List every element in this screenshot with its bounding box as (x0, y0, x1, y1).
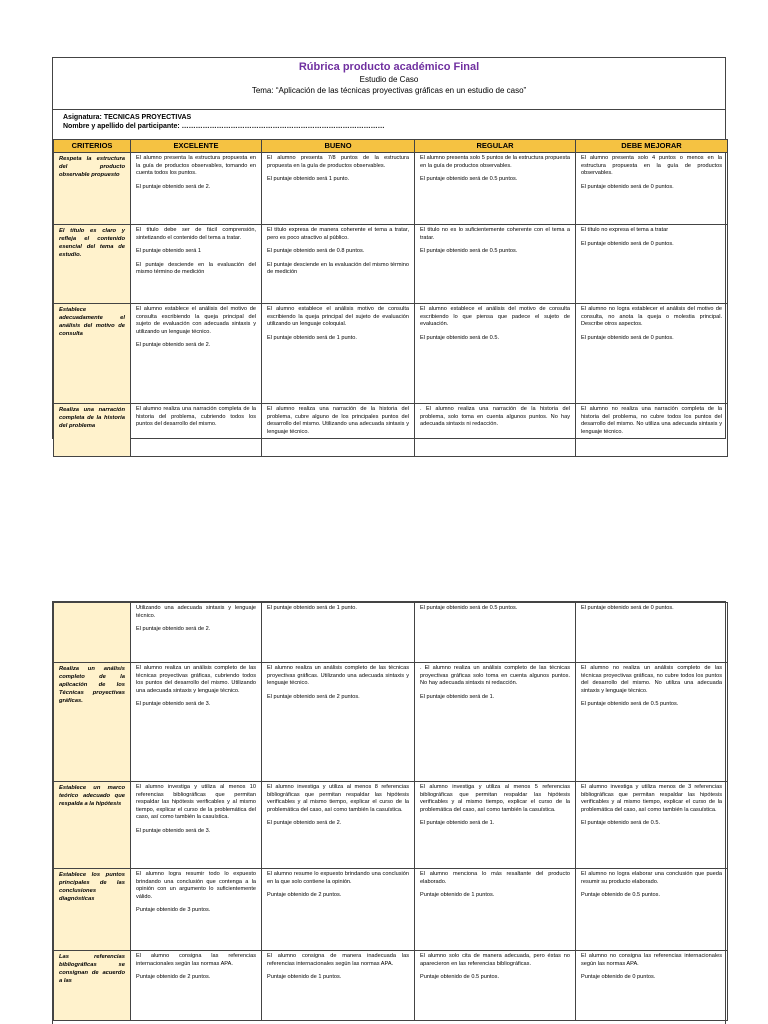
cell-text: El puntaje obtenido será de 0.5 puntos. (420, 248, 518, 255)
cell-text: El puntaje obtenido será de 1 punto. (267, 605, 357, 611)
cell-text: . El alumno realiza una narración de la historia del problema, solo toma en cuenta algunos puntos. No hay adecuada sintaxis ni redacción. (420, 406, 570, 428)
participant-name-field: Nombre y apellido del participante: …………………………………………………………………………… (63, 123, 385, 130)
rubric-cell-bueno (262, 404, 415, 457)
rubric-cell-bueno (262, 782, 415, 869)
criterion-cell: Establece adecuadamente el análisis del motivo de consulta (54, 304, 131, 404)
rubric-cell-mejorar (576, 304, 728, 404)
rubric-cell-mejorar (576, 663, 728, 782)
cell-text: El alumno realiza un análisis completo de las técnicas proyectivas gráficas, cubriendo todos los puntos del desarrollo del mismo. Utilizando una adecuada sintaxis y lenguaje técnico. (136, 665, 256, 694)
cell-text: Puntaje obtenido de 0 puntos. (581, 974, 656, 981)
column-header-bueno: BUENO (262, 140, 415, 153)
rubric-row (54, 404, 728, 457)
rubric-cell-bueno (262, 225, 415, 304)
rubric-cell-mejorar (576, 225, 728, 304)
rubric-cell-excelente (131, 404, 262, 457)
cell-text: El puntaje obtenido será de 0 puntos. (581, 334, 674, 341)
rubric-cell-excelente (131, 782, 262, 869)
cell-text: El alumno no realiza una narración completa de la historia del problema, no cubre todos los puntos del desarrollo del mismo. No utiliza una adecuada sintaxis y lenguaje técnico. (581, 406, 722, 435)
rubric-cell-regular (415, 663, 576, 782)
cell-text: El puntaje obtenido será de 3. (136, 701, 211, 708)
cell-text: El alumno consigna de manera inadecuada las referencias internacionales según las normas APA. (267, 953, 409, 967)
cell-text: El puntaje obtenido será de 2 puntos. (267, 693, 360, 700)
rubric-title: Rúbrica producto académico Final (298, 61, 480, 73)
column-header-excelente: EXCELENTE (131, 140, 262, 153)
cell-text: El alumno solo cita de manera adecuada, pero éstas no aparecieron en las referencias bibliográficas. (420, 953, 570, 967)
criterion-cell: El título es claro y refleja el contenido esencial del tema de estudio. (54, 225, 131, 304)
criterion-cell: Establece un marco teórico adecuado que respalda a la hipótesis (54, 782, 131, 869)
cell-text: El alumno establece el análisis del motivo de consulta escribiendo la queja principal del sujeto de evaluación con adecuada sintaxis y utilizando un lenguaje técnico. (136, 306, 256, 335)
cell-text: El puntaje obtenido será de 2. (136, 626, 211, 633)
criterion-cell: Realiza una narración completa de la historia del problema (54, 404, 131, 457)
rubric-body (54, 153, 728, 457)
cell-text: El alumno presenta solo 5 puntos de la estructura propuesta en la guía de productos observables. (420, 155, 570, 169)
rubric-cell-mejorar (576, 153, 728, 225)
cell-text: El puntaje desciende en la evaluación del mismo término de medición (267, 261, 409, 276)
cell-text: El alumno investiga y utiliza menos de 3 referencias bibliográficas que permitan respaldar las hipótesis verificables y al mismo tiempo, explicar el curso de la problemática del caso, así como también la casuística. (581, 784, 722, 813)
rubric-cell-mejorar (576, 404, 728, 457)
cell-text: El título expresa de manera coherente el tema a tratar, pero es poco atractivo al público. (267, 227, 409, 241)
cell-text: El alumno presenta la estructura propuesta en la guía de productos observables, tomando en cuenta todos los puntos. (136, 155, 256, 177)
cell-text: El puntaje desciende en la evaluación del mismo término de medición (136, 261, 256, 276)
cell-text: El título no es lo suficientemente coherente con el tema a tratar. (420, 227, 570, 241)
rubric-table-continued (53, 602, 728, 1021)
rubric-cell-regular (415, 603, 576, 663)
cell-text: El puntaje obtenido será 1 punto. (267, 176, 350, 183)
cell-text: El alumno establece el análisis del motivo de consulta escribiendo lo que piensa que padece el sujeto de evaluación. (420, 306, 570, 328)
rubric-cell-excelente (131, 951, 262, 1021)
cell-text: El puntaje obtenido será de 0 puntos. (581, 183, 674, 190)
cell-text: Puntaje obtenido de 1 puntos. (267, 974, 342, 981)
cell-text: Puntaje obtenido de 2 puntos. (136, 974, 211, 981)
cell-text: El puntaje obtenido será de 0 puntos. (581, 605, 674, 611)
cell-text: . El alumno realiza un análisis completo de las técnicas proyectivas gráficas solo toma en cuenta algunos puntos. No hay adecuada sintaxis ni redacción. (420, 665, 570, 687)
cell-text: El alumno presenta 7/8 puntos de la estructura propuesta en la guía de productos observables. (267, 155, 409, 169)
subject-label: Asignatura: TECNICAS PROYECTIVAS (63, 114, 192, 121)
cell-text: El alumno presenta solo 4 puntos o menos en la estructura propuesta en la guía de productos observables. (581, 155, 722, 177)
cell-text: El alumno resume lo expuesto brindando una conclusión en la que solo contiene la opinión. (267, 871, 409, 885)
rubric-cell-excelente (131, 304, 262, 404)
rubric-cell-excelente (131, 663, 262, 782)
cell-text: El puntaje obtenido será de 0.5 puntos. (420, 176, 518, 183)
rubric-page-1 (52, 57, 726, 439)
column-header-criterios: CRITERIOS (54, 140, 131, 153)
rubric-row (54, 869, 728, 951)
cell-text: El alumno investiga y utiliza al menos 8 referencias bibliográficas que permitan respaldar las hipótesis verificables y al mismo tiempo, explicar el curso de la problemática del caso, así como también la casuística. (267, 784, 409, 813)
rubric-cell-bueno (262, 663, 415, 782)
cell-text: El puntaje obtenido será de 0.5 puntos. (420, 605, 518, 611)
cell-text: El alumno investiga y utiliza al menos 10 referencias bibliográficas que permitan respaldar las hipótesis verificables y al mismo tiempo, explicar el curso de la problemática del caso, así como también la casuística. (136, 784, 256, 821)
cell-text: El puntaje obtenido será de 0.5 puntos. (581, 701, 679, 708)
cell-text: El alumno menciona lo más resaltante del producto elaborado. (420, 871, 570, 885)
rubric-cell-regular (415, 951, 576, 1021)
cell-text: El título no expresa el tema a tratar (581, 227, 669, 233)
cell-text: El puntaje obtenido será de 2. (136, 342, 211, 349)
rubric-cell-excelente (131, 225, 262, 304)
rubric-cell-mejorar (576, 869, 728, 951)
rubric-cell-mejorar (576, 782, 728, 869)
cell-text: El puntaje obtenido será de 0 puntos. (581, 240, 674, 247)
cell-text: El puntaje obtenido será 1 (136, 248, 201, 255)
cell-text: El puntaje obtenido será de 2. (136, 183, 211, 190)
rubric-cell-excelente (131, 153, 262, 225)
column-header-debe-mejorar: DEBE MEJORAR (576, 140, 728, 153)
cell-text: Puntaje obtenido de 0.5 puntos. (581, 892, 660, 899)
criterion-cell (54, 603, 131, 663)
rubric-cell-excelente (131, 869, 262, 951)
rubric-page-2 (52, 601, 726, 1024)
cell-text: El puntaje obtenido será de 1. (420, 820, 495, 827)
rubric-row (54, 153, 728, 225)
rubric-header-row (54, 140, 728, 153)
cell-text: El alumno logra resumir todo lo expuesto brindando una conclusión que contenga a la opinión con un argumento lo suficientemente válido. (136, 871, 256, 900)
rubric-cell-regular (415, 782, 576, 869)
rubric-row (54, 603, 728, 663)
criterion-cell: Realiza un análisis completo de la aplicación de los Técnicas proyectivas gráficas. (54, 663, 131, 782)
rubric-subtitle: Estudio de Caso (359, 75, 419, 84)
cell-text: El alumno realiza una narración completa de la historia del problema, cubriendo todos los puntos del desarrollo del mismo. (136, 406, 256, 428)
cell-text: El alumno realiza una narración de la historia del problema, cubre alguno de los principales puntos del desarrollo del mismo. Utilizando una adecuada sintaxis y lenguaje técnico. (267, 406, 409, 435)
cell-text: El puntaje obtenido será de 3. (136, 827, 211, 834)
rubric-row (54, 951, 728, 1021)
rubric-cell-mejorar (576, 603, 728, 663)
cell-text: Utilizando una adecuada sintaxis y lenguaje técnico. (136, 605, 256, 619)
criterion-cell: Establece los puntos principales de las conclusiones diagnósticas (54, 869, 131, 951)
cell-text: El título debe ser de fácil comprensión, sintetizando el contenido del tema a tratar. (136, 227, 256, 241)
rubric-row (54, 304, 728, 404)
criterion-cell: Las referencias bibliográficas se consignan de acuerdo a las (54, 951, 131, 1021)
cell-text: El alumno investiga y utiliza al menos 5 referencias bibliográficas que permitan respaldar las hipótesis verificables y al mismo tiempo, explicar el curso de la problemática del caso, así como también la casuística. (420, 784, 570, 813)
cell-text: El alumno establece el análisis motivo de consulta escribiendo la queja principal del sujeto de evaluación utilizando un lenguaje coloquial. (267, 306, 409, 328)
rubric-cell-bueno (262, 869, 415, 951)
cell-text: El alumno no consigna las referencias internacionales según las normas APA. (581, 953, 722, 967)
cell-text: El puntaje obtenido será de 0.5. (581, 820, 660, 827)
cell-text: El puntaje obtenido será de 0.8 puntos. (267, 248, 365, 255)
cell-text: Puntaje obtenido de 0.5 puntos. (420, 974, 499, 981)
cell-text: El alumno no logra establecer el análisis del motivo de consulta, no anota la queja o molestia principal. Describe otros aspectos. (581, 306, 722, 328)
rubric-cell-regular (415, 225, 576, 304)
cell-text: El alumno consigna las referencias internacionales según las normas APA. (136, 953, 256, 967)
rubric-topic: Tema: “Aplicación de las técnicas proyectivas gráficas en un estudio de caso” (251, 86, 527, 95)
column-header-regular: REGULAR (415, 140, 576, 153)
rubric-cell-regular (415, 153, 576, 225)
cell-text: El puntaje obtenido será de 2. (267, 820, 342, 827)
rubric-cell-regular (415, 404, 576, 457)
rubric-cell-regular (415, 869, 576, 951)
cell-text: El puntaje obtenido será de 0.5. (420, 334, 499, 341)
cell-text: El alumno realiza un análisis completo de las técnicas proyectivas gráficas. Utilizando una adecuada sintaxis y lenguaje técnico. (267, 665, 409, 687)
cell-text: El alumno no logra elaborar una conclusión que pueda resumir su producto elaborado. (581, 871, 722, 885)
rubric-row (54, 782, 728, 869)
cell-text: Puntaje obtenido de 3 puntos. (136, 907, 211, 914)
rubric-row (54, 663, 728, 782)
rubric-row (54, 225, 728, 304)
rubric-cell-bueno (262, 304, 415, 404)
cell-text: El puntaje obtenido será de 1. (420, 693, 495, 700)
cell-text: El puntaje obtenido será de 1 punto. (267, 334, 357, 341)
cell-text: Puntaje obtenido de 2 puntos. (267, 892, 342, 899)
rubric-cell-regular (415, 304, 576, 404)
cell-text: Puntaje obtenido de 1 puntos. (420, 892, 495, 899)
cell-text: El alumno no realiza un análisis completo de las técnicas proyectivas gráficas, no cubre todos los puntos del desarrollo del mismo. No utiliza una adecuada sintaxis y lenguaje técnico. (581, 665, 722, 694)
rubric-body-continued (54, 603, 728, 1021)
rubric-table (53, 139, 728, 457)
rubric-cell-excelente (131, 603, 262, 663)
criterion-cell: Respeta la estructura del producto observable propuesto (54, 153, 131, 225)
rubric-cell-bueno (262, 153, 415, 225)
rubric-cell-mejorar (576, 951, 728, 1021)
rubric-header (53, 58, 725, 110)
participant-info (53, 110, 725, 139)
rubric-cell-bueno (262, 951, 415, 1021)
rubric-cell-bueno (262, 603, 415, 663)
